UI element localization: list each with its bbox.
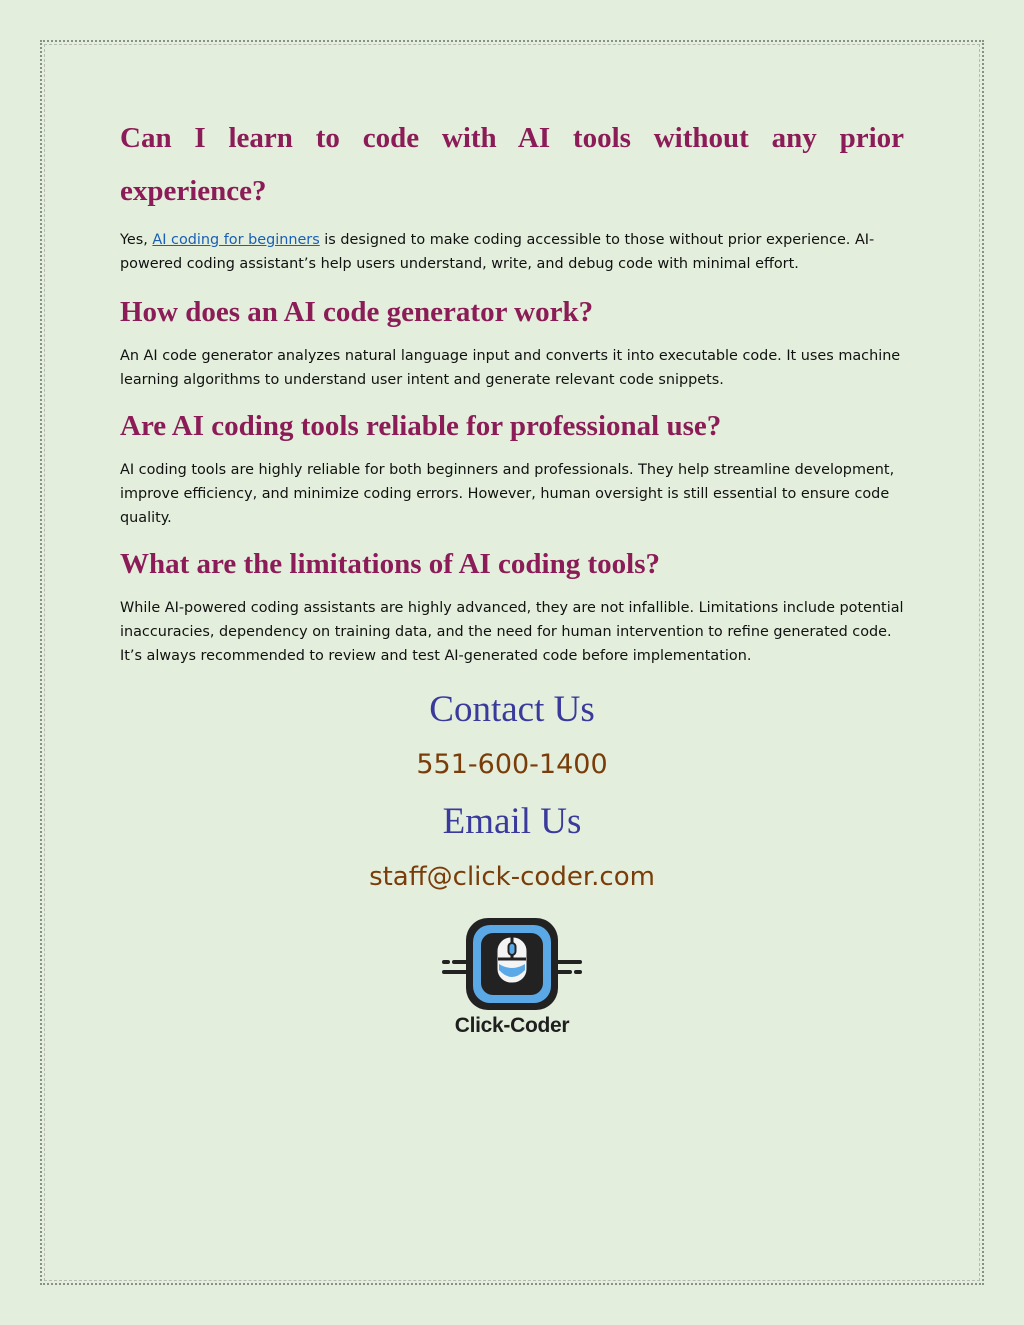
brand-name: Click-Coder: [454, 1014, 570, 1037]
faq-answer: [120, 228, 904, 276]
email-title: Email Us: [442, 801, 582, 842]
answer-text: is designed to make coding accessible to those without prior experience. AI-powered coding assistant’s help users understand, write, and debug code with minimal effort.: [120, 232, 875, 272]
answer-text: Yes,: [120, 232, 153, 248]
faq-question: Are AI coding tools reliable for professional use?: [120, 410, 722, 442]
contact-title: Contact Us: [429, 689, 595, 730]
faq-question: What are the limitations of AI coding tools?: [120, 548, 660, 580]
faq-answer: AI coding tools are highly reliable for both beginners and professionals. They help streamline development, improve efficiency, and minimize coding errors. However, human oversight is still essential to ensure code quality.: [120, 462, 895, 526]
faq-answer: An AI code generator analyzes natural language input and converts it into executable code. It uses machine learning algorithms to understand user intent and generate relevant code snippets.: [120, 348, 901, 388]
faq-question: How does an AI code generator work?: [120, 296, 594, 328]
email-address[interactable]: staff@click-coder.com: [369, 862, 655, 892]
faq-item: [120, 542, 904, 668]
faq-item: [120, 404, 904, 530]
ai-coding-beginners-link[interactable]: AI coding for beginners: [152, 232, 320, 248]
faq-section: [120, 112, 904, 668]
faq-item: [120, 290, 904, 392]
faq-question: Can I learn to code with AI tools without any prior experience?: [120, 122, 904, 207]
faq-item: [120, 112, 904, 276]
phone-number[interactable]: 551-600-1400: [416, 749, 608, 780]
faq-answer: While AI-powered coding assistants are highly advanced, they are not infallible. Limitations include potential inaccuracies, dependency on training data, and the need for human intervention to refine generated code. It’s always recommended to review and test AI-generated code before implementation.: [120, 600, 904, 664]
